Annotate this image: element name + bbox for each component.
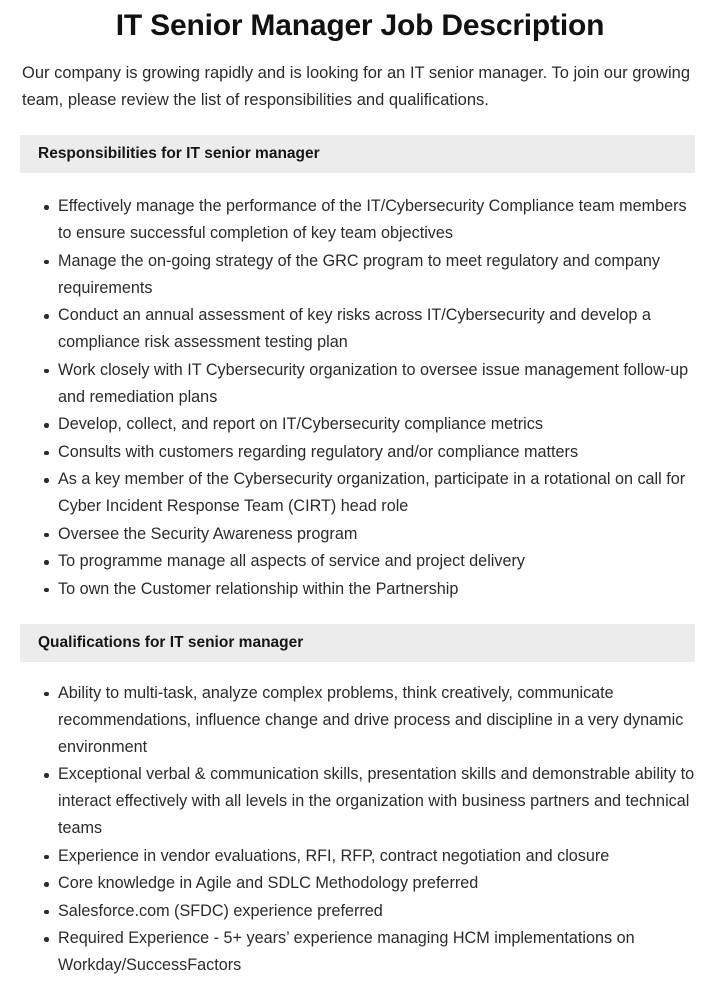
list-item: Conduct an annual assessment of key risks across IT/Cybersecurity and develop a compliance risk assessment testing plan [0, 302, 720, 356]
list-item: Ability to multi-task, analyze complex problems, think creatively, communicate recommendations, influence change and drive process and discipline in a very dynamic environment [0, 680, 720, 761]
list-item: As a key member of the Cybersecurity organization, participate in a rotational on call for Cyber Incident Response Team (CIRT) head role [0, 466, 720, 520]
list-item: Develop, collect, and report on IT/Cybersecurity compliance metrics [0, 411, 720, 438]
intro-paragraph: Our company is growing rapidly and is looking for an IT senior manager. To join our growing team, please review the list of responsibilities and qualifications. [22, 64, 690, 109]
page-title: IT Senior Manager Job Description [115, 9, 605, 42]
list-item: Exceptional verbal & communication skills, presentation skills and demonstrable ability to interact effectively with all levels in the organization with business partners and technical teams [0, 761, 720, 842]
list-item: Salesforce.com (SFDC) experience preferred [0, 898, 720, 925]
list-item: Oversee the Security Awareness program [0, 521, 720, 548]
list-item: Effectively manage the performance of the IT/Cybersecurity Compliance team members to ensure successful completion of key team objectives [0, 193, 720, 247]
responsibilities-section [0, 135, 720, 603]
list-item: Consults with customers regarding regulatory and/or compliance matters [0, 439, 720, 466]
list-item: To own the Customer relationship within the Partnership [0, 576, 720, 603]
list-item: Experience in vendor evaluations, RFI, RFP, contract negotiation and closure [0, 843, 720, 870]
list-item: Core knowledge in Agile and SDLC Methodology preferred [0, 870, 720, 897]
list-item: To programme manage all aspects of service and project delivery [0, 548, 720, 575]
qualifications-list [0, 680, 720, 980]
qualifications-section [0, 624, 720, 980]
responsibilities-section-header: Responsibilities for IT senior manager [20, 135, 695, 173]
list-item: Work closely with IT Cybersecurity organization to oversee issue management follow-up and remediation plans [0, 357, 720, 411]
responsibilities-list [0, 193, 720, 603]
qualifications-section-header: Qualifications for IT senior manager [20, 624, 695, 662]
list-item: Required Experience - 5+ years’ experience managing HCM implementations on Workday/SuccessFactors [0, 925, 720, 979]
list-item: Manage the on-going strategy of the GRC program to meet regulatory and company requirements [0, 248, 720, 302]
